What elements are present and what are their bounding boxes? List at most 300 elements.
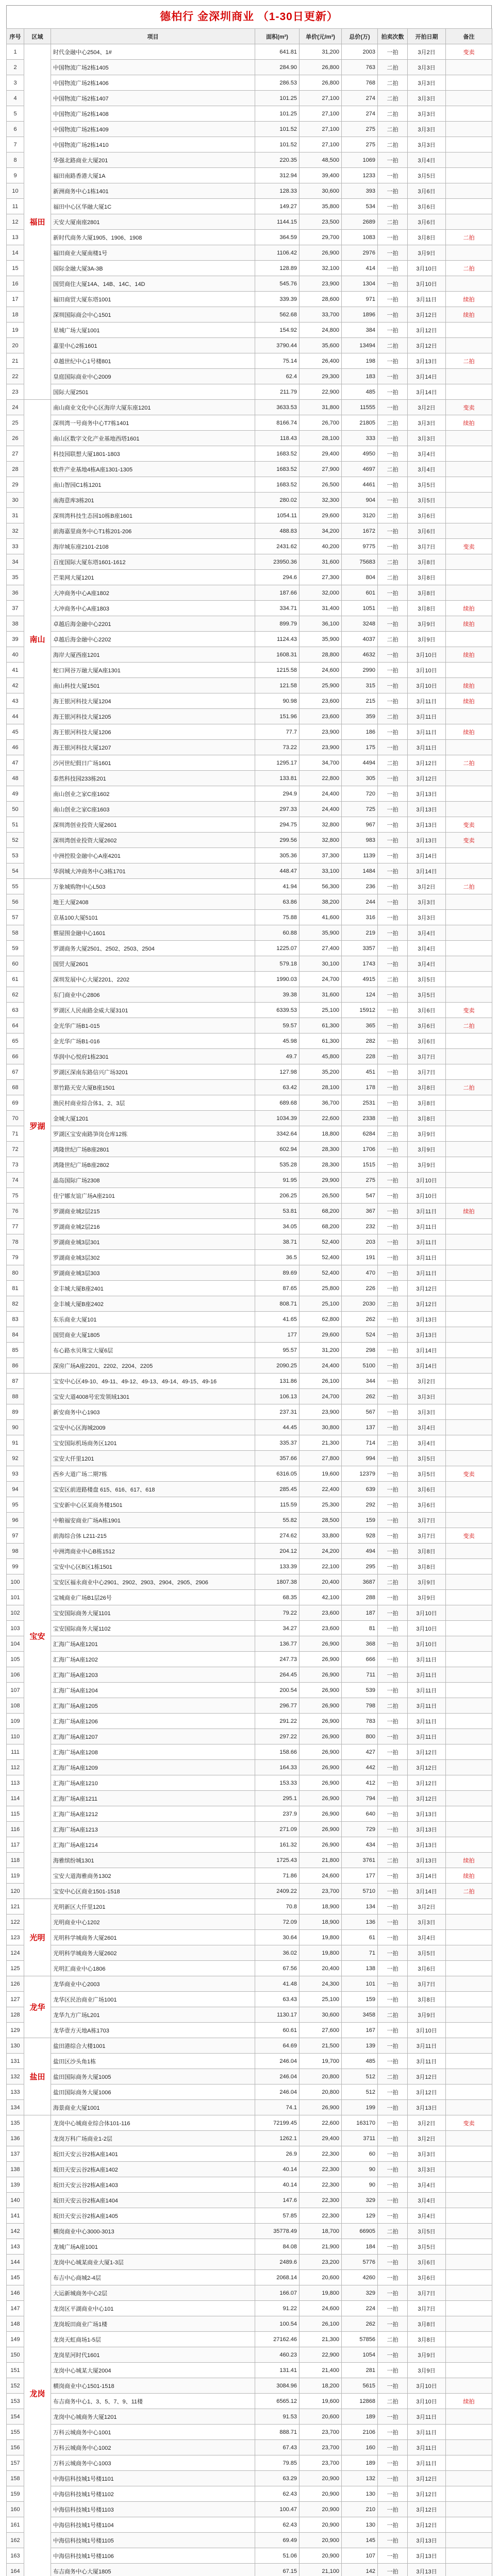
table-row[interactable] [7,1806,492,1822]
table-row[interactable] [7,693,492,709]
table-row[interactable] [7,1343,492,1358]
cell-note [446,2023,492,2038]
cell-num: 46 [7,740,24,755]
table-row[interactable] [7,1899,492,1914]
cell-date: 3月2日 [408,1374,446,1389]
table-row[interactable] [7,183,492,199]
cell-price: 24,400 [300,802,342,817]
cell-area: 1215.58 [255,663,300,678]
cell-date: 3月8日 [408,1111,446,1126]
table-row[interactable] [7,1791,492,1806]
table-row[interactable] [7,353,492,369]
cell-project: 金光华广场B1-015 [51,1018,255,1033]
cell-count: 一拍 [378,786,408,802]
cell-area: 296.77 [255,1698,300,1714]
cell-count: 一拍 [378,230,408,245]
cell-count: 一拍 [378,199,408,214]
cell-note [446,1049,492,1064]
cell-price: 35,900 [300,632,342,647]
table-row[interactable] [7,60,492,75]
cell-area: 284.90 [255,60,300,75]
table-row[interactable] [7,1204,492,1219]
cell-project: 深圳发展中心大厦2201、2202 [51,972,255,987]
table-row[interactable] [7,1961,492,1976]
table-row[interactable] [7,2224,492,2239]
cell-note: 续拍 [446,1204,492,1219]
cell-project: 海王银河科技大厦1204 [51,693,255,709]
table-row[interactable] [7,2517,492,2533]
table-row[interactable] [7,1683,492,1698]
cell-area: 312.94 [255,168,300,183]
table-row[interactable] [7,2332,492,2347]
cell-total: 393 [342,183,378,199]
cell-area: 237.9 [255,1806,300,1822]
table-row[interactable] [7,400,492,415]
cell-project: 汇海广场A座1207 [51,1729,255,1744]
cell-total: 794 [342,1791,378,1806]
table-row[interactable] [7,1744,492,1760]
cell-project: 福田南路香港大厦1A [51,168,255,183]
cell-project: 金城大厦1201 [51,1111,255,1126]
table-row[interactable] [7,1126,492,1142]
table-row[interactable] [7,508,492,523]
table-row[interactable] [7,2363,492,2378]
cell-total: 928 [342,1528,378,1544]
table-row[interactable] [7,1590,492,1605]
table-row[interactable] [7,1033,492,1049]
table-row[interactable] [7,1497,492,1513]
table-row[interactable] [7,771,492,786]
cell-total: 274 [342,106,378,122]
table-row[interactable] [7,1281,492,1296]
table-row[interactable] [7,1049,492,1064]
cell-date: 3月6日 [408,2255,446,2270]
cell-total: 3687 [342,1574,378,1590]
cell-price: 20,600 [300,2409,342,2425]
table-row[interactable] [7,1482,492,1497]
cell-project: 国贸商业大厦1805 [51,1327,255,1343]
cell-price: 40,200 [300,539,342,554]
cell-note: 二拍 [446,353,492,369]
table-row[interactable] [7,616,492,632]
table-row[interactable] [7,1451,492,1466]
cell-total: 1672 [342,523,378,539]
table-row[interactable] [7,2486,492,2502]
cell-total: 159 [342,1513,378,1528]
table-row[interactable] [7,817,492,833]
cell-project: 泰然科技园233栋201 [51,771,255,786]
cell-total: 1233 [342,168,378,183]
table-row[interactable] [7,1837,492,1853]
cell-date: 3月3日 [408,415,446,431]
cell-area: 1683.52 [255,477,300,493]
table-row[interactable] [7,1930,492,1945]
cell-price: 21,800 [300,1853,342,1868]
table-row[interactable] [7,554,492,570]
cell-note [446,2548,492,2564]
table-row[interactable] [7,601,492,616]
cell-total: 274 [342,91,378,106]
cell-date: 3月11日 [408,740,446,755]
cell-price: 28,300 [300,1142,342,1157]
table-row[interactable] [7,1142,492,1157]
table-row[interactable] [7,647,492,663]
table-row[interactable] [7,2177,492,2193]
table-row[interactable] [7,1250,492,1265]
table-row[interactable] [7,168,492,183]
table-row[interactable] [7,724,492,740]
cell-count: 一拍 [378,261,408,276]
table-row[interactable] [7,1296,492,1312]
table-row[interactable] [7,152,492,168]
column-header: 单价(元/m²) [300,29,342,44]
cell-note [446,508,492,523]
table-row[interactable] [7,1775,492,1791]
cell-num: 123 [7,1930,24,1945]
cell-area: 26.9 [255,2146,300,2162]
cell-num: 151 [7,2363,24,2378]
cell-price: 29,600 [300,1327,342,1343]
table-row[interactable] [7,1605,492,1621]
cell-total: 800 [342,1729,378,1744]
cell-date: 3月4日 [408,152,446,168]
cell-total: 295 [342,1559,378,1574]
table-row[interactable] [7,122,492,137]
table-row[interactable] [7,462,492,477]
table-row[interactable] [7,1157,492,1173]
cell-project: 南山创业之家C座1602 [51,786,255,802]
cell-count: 一拍 [378,1914,408,1930]
table-row[interactable] [7,2208,492,2224]
table-row[interactable] [7,1095,492,1111]
cell-total: 329 [342,2285,378,2301]
table-row[interactable] [7,1374,492,1389]
table-row[interactable] [7,2193,492,2208]
cell-date: 3月7日 [408,1064,446,1080]
table-row[interactable] [7,2162,492,2177]
table-row[interactable] [7,1574,492,1590]
cell-num: 45 [7,724,24,740]
table-row[interactable] [7,261,492,276]
table-row[interactable] [7,2378,492,2394]
table-row[interactable] [7,2440,492,2455]
table-row[interactable] [7,925,492,941]
cell-area: 2431.62 [255,539,300,554]
cell-project: 蛇口网谷万融大厦A座1301 [51,663,255,678]
table-row[interactable] [7,2316,492,2332]
cell-project: 汇海广场A座1212 [51,1806,255,1822]
table-row[interactable] [7,2131,492,2146]
cell-area: 187.66 [255,585,300,601]
table-row[interactable] [7,477,492,493]
cell-area: 84.08 [255,2239,300,2255]
table-row[interactable] [7,1884,492,1899]
table-row[interactable] [7,2146,492,2162]
cell-note [446,2177,492,2193]
table-row[interactable] [7,2270,492,2285]
cell-area: 1225.07 [255,941,300,956]
table-row[interactable] [7,2394,492,2409]
table-row[interactable] [7,802,492,817]
table-row[interactable] [7,1729,492,1744]
table-row[interactable] [7,1559,492,1574]
table-row[interactable] [7,91,492,106]
cell-date: 3月11日 [408,709,446,724]
table-row[interactable] [7,941,492,956]
cell-total: 232 [342,1219,378,1234]
cell-note [446,863,492,879]
table-row[interactable] [7,2285,492,2301]
table-row[interactable] [7,755,492,771]
cell-note: 续拍 [446,601,492,616]
cell-date: 3月8日 [408,585,446,601]
table-row[interactable] [7,2239,492,2255]
cell-project: 罗湖商业城3层303 [51,1265,255,1281]
cell-num: 100 [7,1574,24,1590]
table-row[interactable] [7,493,492,508]
table-row[interactable] [7,678,492,693]
table-row[interactable] [7,1945,492,1961]
cell-total: 145 [342,2533,378,2548]
cell-note [446,75,492,91]
table-row[interactable] [7,245,492,261]
cell-date: 3月3日 [408,910,446,925]
cell-price: 34,700 [300,755,342,771]
table-row[interactable] [7,2455,492,2471]
cell-area: 2090.25 [255,1358,300,1374]
table-row[interactable] [7,1265,492,1281]
cell-num: 69 [7,1095,24,1111]
cell-price: 22,800 [300,771,342,786]
table-row[interactable] [7,1976,492,1992]
table-row[interactable] [7,1173,492,1188]
table-row[interactable] [7,230,492,245]
table-row[interactable] [7,292,492,307]
table-row[interactable] [7,1234,492,1250]
cell-area: 488.83 [255,523,300,539]
table-row[interactable] [7,2548,492,2564]
table-row[interactable] [7,833,492,848]
cell-area: 237.31 [255,1404,300,1420]
table-row[interactable] [7,2533,492,2548]
table-row[interactable] [7,2255,492,2270]
table-row[interactable] [7,523,492,539]
cell-note [446,1729,492,1744]
cell-num: 135 [7,2115,24,2131]
table-row[interactable] [7,740,492,755]
cell-project: 汇海广场A座1213 [51,1822,255,1837]
cell-count: 一拍 [378,2471,408,2486]
table-row[interactable] [7,338,492,353]
table-row[interactable] [7,1621,492,1636]
table-row[interactable] [7,415,492,431]
table-row[interactable] [7,1868,492,1884]
cell-num: 39 [7,632,24,647]
table-row[interactable] [7,1312,492,1327]
cell-count: 一拍 [378,833,408,848]
cell-count: 一拍 [378,1667,408,1683]
table-row[interactable] [7,1188,492,1204]
cell-num: 66 [7,1049,24,1064]
table-row[interactable] [7,539,492,554]
table-row[interactable] [7,1544,492,1559]
table-row[interactable] [7,2471,492,2486]
cell-num: 52 [7,833,24,848]
table-row[interactable] [7,2564,492,2576]
table-row[interactable] [7,1435,492,1451]
table-row[interactable] [7,848,492,863]
table-row[interactable] [7,2069,492,2084]
cell-note [446,802,492,817]
cell-date: 3月13日 [408,1312,446,1327]
table-row[interactable] [7,1513,492,1528]
cell-num: 55 [7,879,24,894]
table-row[interactable] [7,1327,492,1343]
table-row[interactable] [7,75,492,91]
cell-price: 29,900 [300,1173,342,1188]
table-row[interactable] [7,1003,492,1018]
table-row[interactable] [7,2409,492,2425]
cell-area: 2489.6 [255,2255,300,2270]
cell-total: 2531 [342,1095,378,1111]
table-row[interactable] [7,709,492,724]
table-row[interactable] [7,1358,492,1374]
cell-price: 18,900 [300,1899,342,1914]
cell-project: 坂田天安云谷2栋A座1402 [51,2162,255,2177]
table-row[interactable] [7,570,492,585]
table-row[interactable] [7,987,492,1003]
table-row[interactable] [7,2100,492,2115]
table-row[interactable] [7,972,492,987]
table-row[interactable] [7,1404,492,1420]
table-row[interactable] [7,2084,492,2100]
cell-count: 一拍 [378,1791,408,1806]
cell-count: 一拍 [378,1605,408,1621]
cell-num: 157 [7,2455,24,2471]
cell-date: 3月9日 [408,1126,446,1142]
table-row[interactable] [7,1080,492,1095]
cell-count: 一拍 [378,1111,408,1126]
cell-total: 175 [342,740,378,755]
table-row[interactable] [7,323,492,338]
table-row[interactable] [7,1714,492,1729]
table-row[interactable] [7,1822,492,1837]
table-row[interactable] [7,1389,492,1404]
table-row[interactable] [7,1914,492,1930]
cell-price: 35,800 [300,199,342,214]
table-row[interactable] [7,663,492,678]
cell-num: 159 [7,2486,24,2502]
cell-num: 4 [7,91,24,106]
table-row[interactable] [7,1760,492,1775]
table-row[interactable] [7,106,492,122]
table-row[interactable] [7,1853,492,1868]
table-row[interactable] [7,1018,492,1033]
table-row[interactable] [7,1219,492,1234]
table-row[interactable] [7,956,492,972]
table-row[interactable] [7,894,492,910]
table-row[interactable] [7,1466,492,1482]
cell-num: 58 [7,925,24,941]
cell-price: 23,900 [300,724,342,740]
cell-count: 一拍 [378,152,408,168]
cell-project: 宝安国际商务大厦1102 [51,1621,255,1636]
cell-project: 宝城商业广场B1层26号 [51,1590,255,1605]
cell-num: 40 [7,647,24,663]
table-row[interactable] [7,137,492,152]
cell-date: 3月5日 [408,972,446,987]
table-row[interactable] [7,1528,492,1544]
cell-num: 84 [7,1327,24,1343]
table-row[interactable] [7,1636,492,1652]
table-row[interactable] [7,2115,492,2131]
table-row[interactable] [7,910,492,925]
table-row[interactable] [7,369,492,384]
table-row[interactable] [7,276,492,292]
table-row[interactable] [7,2301,492,2316]
cell-count: 一拍 [378,307,408,323]
cell-total: 359 [342,709,378,724]
cell-area: 246.04 [255,2069,300,2084]
cell-price: 22,300 [300,2177,342,2193]
table-row[interactable] [7,44,492,60]
table-row[interactable] [7,585,492,601]
cell-date: 3月13日 [408,2533,446,2548]
table-row[interactable] [7,1111,492,1126]
table-row[interactable] [7,1420,492,1435]
table-row[interactable] [7,2347,492,2363]
table-row[interactable] [7,1992,492,2007]
cell-num: 149 [7,2332,24,2347]
table-row[interactable] [7,1652,492,1667]
cell-total: 275 [342,137,378,152]
table-row[interactable] [7,446,492,462]
table-row[interactable] [7,1698,492,1714]
table-row[interactable] [7,2007,492,2023]
table-row[interactable] [7,786,492,802]
cell-count: 二拍 [378,1574,408,1590]
cell-area: 220.35 [255,152,300,168]
table-row[interactable] [7,2425,492,2440]
table-row[interactable] [7,632,492,647]
table-row[interactable] [7,214,492,230]
cell-price: 26,900 [300,1652,342,1667]
cell-count: 一拍 [378,1961,408,1976]
table-row[interactable] [7,1667,492,1683]
cell-area: 70.8 [255,1899,300,1914]
cell-num: 14 [7,245,24,261]
table-row[interactable] [7,863,492,879]
table-row[interactable] [7,2054,492,2069]
cell-note [446,2007,492,2023]
cell-total: 134 [342,1899,378,1914]
table-row[interactable] [7,431,492,446]
cell-area: 294.6 [255,570,300,585]
cell-project: 汇海广场A座1201 [51,1636,255,1652]
table-row[interactable] [7,2038,492,2054]
table-row[interactable] [7,199,492,214]
table-row[interactable] [7,2502,492,2517]
table-row[interactable] [7,2023,492,2038]
cell-project: 星城广场大厦1001 [51,323,255,338]
table-row[interactable] [7,307,492,323]
cell-price: 24,200 [300,1544,342,1559]
table-row[interactable] [7,1064,492,1080]
cell-date: 3月3日 [408,894,446,910]
table-row[interactable] [7,879,492,894]
cell-project: 中海信科技城1号楼1104 [51,2517,255,2533]
table-row[interactable] [7,384,492,400]
